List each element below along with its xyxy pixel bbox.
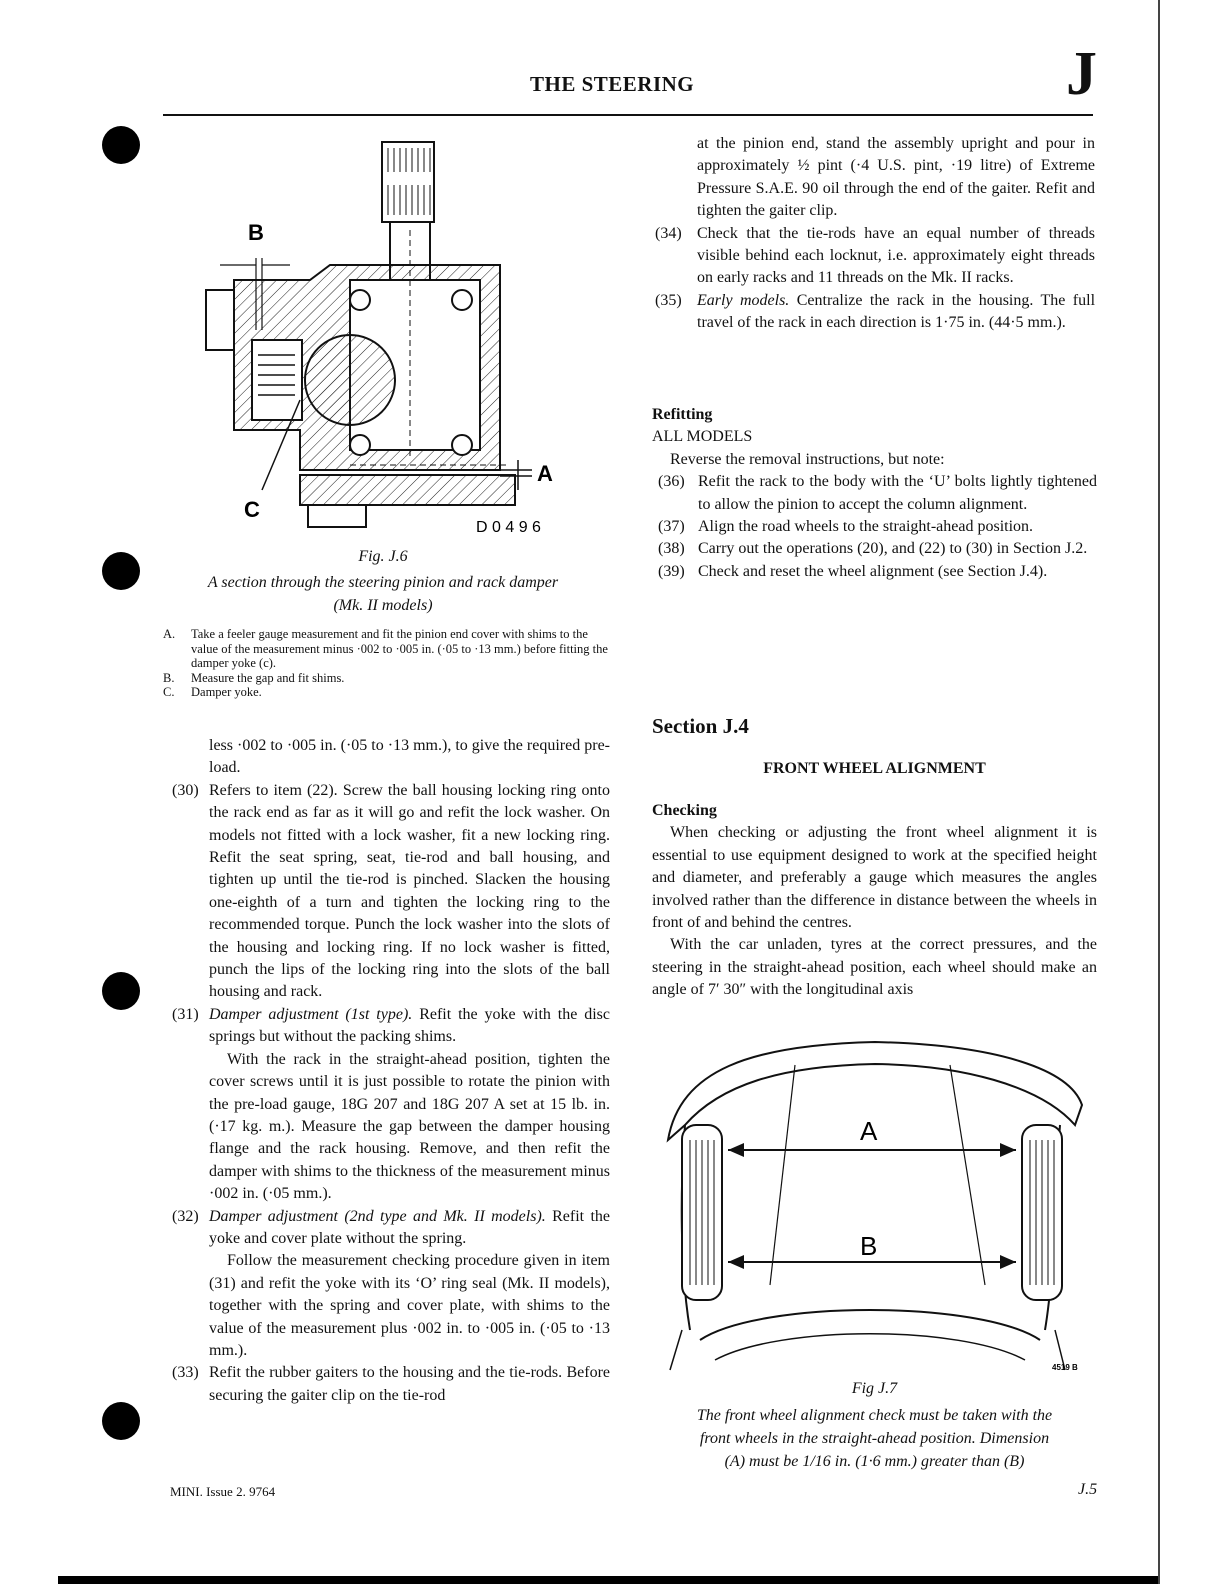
page-number: J.5: [1078, 1481, 1098, 1498]
legend-text: Measure the gap and fit shims.: [191, 670, 345, 685]
item-text: Check and reset the wheel alignment (see Section J.4).: [698, 562, 1048, 580]
continuation-text: at the pinion end, stand the assembly upright and pour in approximately ½ pint (·4 U.S. pint, ·19 litre) of Extreme Pressure S.A.E. 90 oil through the end of the gaiter. Refit and tighten the gaiter clip.: [697, 135, 1095, 220]
item-number: (37): [658, 518, 685, 536]
list-item: [172, 780, 610, 1004]
list-item: [652, 471, 1097, 516]
legend-item: [163, 627, 613, 671]
item-number: (36): [658, 473, 685, 491]
figure-j7-drawing: [660, 1030, 1090, 1375]
punch-hole: [102, 552, 140, 590]
item-text: Centralize the rack in the housing. The full travel of the rack in each direction is 1·75 in. (44·5 mm.).: [697, 291, 1096, 332]
item-number: (31): [172, 1005, 199, 1023]
item-text: Refit the yoke and cover plate without the spring.: [209, 1207, 611, 1247]
left-column: [172, 735, 610, 1407]
item-title: Early models.: [697, 291, 790, 309]
fig6-label-a: A: [537, 461, 553, 486]
fig6-legend: [163, 627, 613, 700]
fig7-code: 4519 B: [1052, 1363, 1078, 1372]
checking-paragraph: With the car unladen, tyres at the correct pressures, and the steering in the straight-ahead position, each wheel should make an angle of 7′ 30″ with the longitudinal axis: [652, 936, 1097, 999]
item-text: Check that the tie-rods have an equal number of threads visible behind each locknut, i.e. approximately eight threads on early racks and 11 threads on the Mk. II racks.: [697, 224, 1095, 287]
list-item: [172, 1206, 610, 1363]
figure-j6-drawing: [200, 130, 570, 545]
item-number: (32): [172, 1207, 199, 1225]
item-title: Damper adjustment (1st type).: [209, 1005, 413, 1023]
fig7-label-b: B: [860, 1231, 878, 1261]
legend-item: [163, 671, 613, 686]
refitting-block: [652, 404, 1097, 583]
legend-text: Damper yoke.: [191, 685, 262, 699]
item-paragraph: Follow the measurement checking procedure given in item (31) and refit the yoke with its ‘O’ ring seal (Mk. II models), together with the spring and cover plate, with shims to the value of the measurement plus ·002 in. to ·005 in. (·05 to ·13 mm.).: [209, 1252, 610, 1359]
punch-hole: [102, 1402, 140, 1440]
section-letter: J: [1066, 40, 1097, 108]
item-text: Refit the rubber gaiters to the housing and the tie-rods. Before securing the gaiter clip on the tie-rod: [209, 1364, 610, 1404]
checking-block: [652, 800, 1097, 1002]
list-item: [652, 561, 1097, 583]
continuation-text: less ·002 to ·005 in. (·05 to ·13 mm.), to give the required pre-load.: [209, 737, 610, 777]
item-text: Carry out the operations (20), and (22) to (30) in Section J.2.: [698, 540, 1088, 558]
legend-key: A.: [163, 627, 176, 641]
reverse-note: Reverse the removal instructions, but note:: [670, 450, 945, 468]
header-rule: [163, 114, 1093, 116]
fig7-number: Fig J.7: [851, 1380, 898, 1397]
refitting-heading: Refitting: [652, 406, 713, 423]
item-number: (33): [172, 1364, 199, 1382]
section-title: FRONT WHEEL ALIGNMENT: [763, 760, 986, 777]
legend-key: B.: [163, 670, 175, 685]
punch-hole: [102, 972, 140, 1010]
item-text: Refit the yoke with the disc springs but without the packing shims.: [209, 1005, 611, 1046]
legend-item: [163, 685, 613, 700]
item-text: Refers to item (22). Screw the ball housing locking ring onto the rack end as far as it will go and refit the lock washer. On models not fitted with a lock washer, fit a new locking ring. Refit the seat spring, seat, tie-rod and ball housing, and tighten up until the tie-rod is pinched. Slacken the housing one-eighth of a turn and tighten the locking ring to the recommended torque. Punch the lock washer into the slots of the housing and locking ring. If no lock washer is fitted, punch the lips of the locking ring into the slots of the ball housing and rack.: [209, 781, 610, 1001]
page-edge-bottom: [58, 1576, 1158, 1584]
list-item: [655, 290, 1095, 335]
legend-text: Take a feeler gauge measurement and fit the pinion end cover with shims to the value of the measurement minus ·002 to ·005 in. (·05 to ·13 mm.) before fitting the damper yoke (c).: [191, 627, 608, 670]
item-number: (35): [655, 291, 682, 309]
legend-key: C.: [163, 685, 175, 699]
fig6-number: Fig. J.6: [358, 548, 408, 565]
list-item: [172, 1362, 610, 1407]
item-number: (34): [655, 224, 682, 242]
fig7-caption-line3: (A) must be 1/16 in. (1·6 mm.) greater than (B): [724, 1453, 1025, 1470]
checking-paragraph: When checking or adjusting the front wheel alignment it is essential to use equipment designed to work at the specified height and diameter, and preferably a gauge which measures the angles involved rather than the difference in distance between the wheels in front of and behind the centres.: [652, 824, 1097, 932]
fig7-label-a: A: [860, 1116, 878, 1146]
fig6-label-b: B: [248, 220, 264, 245]
item-number: (30): [172, 781, 199, 799]
page-title: THE STEERING: [530, 72, 695, 96]
list-item: [172, 1004, 610, 1206]
list-item: [652, 538, 1097, 560]
page-edge-right: [1158, 0, 1160, 1584]
all-models-heading: ALL MODELS: [652, 428, 753, 446]
checking-heading: Checking: [652, 802, 717, 819]
list-item: [652, 516, 1097, 538]
item-title: Damper adjustment (2nd type and Mk. II models).: [209, 1207, 546, 1225]
fig6-code: D 0 4 9 6: [476, 519, 541, 536]
item-text: Refit the rack to the body with the ‘U’ bolts lightly tightened to allow the pinion to accept the column alignment.: [698, 473, 1097, 513]
right-column-top: [655, 133, 1095, 335]
section-heading: Section J.4: [652, 714, 749, 738]
punch-hole: [102, 126, 140, 164]
fig6-caption-line1: A section through the steering pinion and rack damper: [207, 574, 559, 591]
item-number: (39): [658, 562, 685, 580]
fig6-label-c: C: [244, 497, 260, 522]
fig7-caption-line1: The front wheel alignment check must be taken with the: [696, 1407, 1053, 1424]
list-item: [655, 223, 1095, 290]
footer-left: MINI. Issue 2. 9764: [170, 1484, 276, 1499]
item-text: Align the road wheels to the straight-ahead position.: [698, 518, 1034, 536]
item-number: (38): [658, 540, 685, 558]
fig6-caption-line2: (Mk. II models): [333, 597, 433, 614]
fig7-caption-line2: front wheels in the straight-ahead position. Dimension: [699, 1430, 1050, 1447]
item-paragraph: With the rack in the straight-ahead position, tighten the cover screws until it is just possible to rotate the pinion with the pre-load gauge, 18G 207 and 18G 207 A set at 15 lb. in. (·17 kg. m.). Measure the gap between the damper housing flange and the rack housing. Remove, and then refit the damper with shims to the thickness of the measurement minus ·002 in. (·05 mm.).: [209, 1050, 610, 1203]
